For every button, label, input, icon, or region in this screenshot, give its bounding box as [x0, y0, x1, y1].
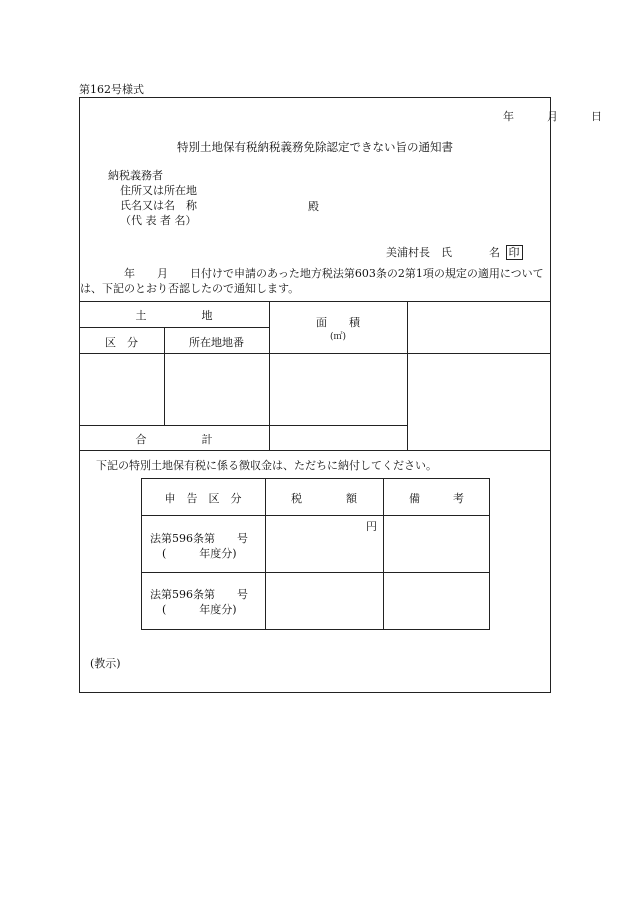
- issuer-line: [386, 244, 523, 260]
- tax-header-remarks: 備 考: [409, 492, 464, 505]
- date-year-label: 年: [503, 110, 514, 123]
- tax-header-amount: 税 額: [291, 492, 357, 505]
- taxpayer-heading: 納税義務者: [108, 169, 163, 182]
- form-number: 第162号様式: [79, 83, 144, 96]
- area-unit: (㎡): [329, 332, 347, 342]
- table-row-year-1: ( 年度分): [162, 547, 237, 560]
- area-header: 面 積: [316, 316, 360, 329]
- date-day-label: 日: [591, 110, 602, 123]
- name-label: 氏名又は名 称: [120, 199, 197, 212]
- table-rule-top: [79, 301, 551, 302]
- address-label: 住所又は所在地: [120, 184, 197, 197]
- mayor-name-char: 名: [489, 246, 500, 259]
- table-divider-right: [407, 301, 408, 450]
- table-rule-land-sub: [79, 327, 269, 328]
- location-header: 所在地地番: [189, 336, 244, 349]
- table-row-article-1: 法第596条第 号: [150, 532, 248, 545]
- mayor-label: 美浦村長 氏: [386, 246, 452, 259]
- representative-label: （代 表 者 名）: [120, 214, 197, 227]
- tax-table-rule-2: [141, 572, 490, 573]
- table-rule-bottom: [79, 450, 551, 451]
- tax-unit: 円: [366, 520, 377, 533]
- table-rule-header-bottom: [79, 353, 551, 354]
- seal-mark: 印: [506, 245, 523, 260]
- date-month-label: 月: [547, 110, 558, 123]
- honorific: 殿: [308, 200, 319, 213]
- taxpayer-block: [108, 168, 197, 228]
- land-header: 土 地: [135, 309, 213, 322]
- instruction-label: (教示): [90, 657, 121, 670]
- tax-header-category: 申 告 区 分: [164, 492, 242, 505]
- table-row-article-2: 法第596条第 号: [150, 588, 248, 601]
- notice-text: 年 月 日付けで申請のあった地方税法第603条の2第1項の規定の適用については、下記のとおり否認したので通知します。: [80, 267, 544, 295]
- total-label: 合 計: [135, 433, 213, 446]
- category-header: 区 分: [105, 336, 138, 349]
- collection-notice: 下記の特別土地保有税に係る徴収金は、ただちに納付してください。: [96, 459, 437, 472]
- document-title: 特別土地保有税納税義務免除認定できない旨の通知書: [177, 140, 453, 154]
- tax-table-rule-1: [141, 515, 490, 516]
- table-row-year-2: ( 年度分): [162, 603, 237, 616]
- table-rule-total-top: [79, 425, 407, 426]
- date-row: [503, 108, 602, 124]
